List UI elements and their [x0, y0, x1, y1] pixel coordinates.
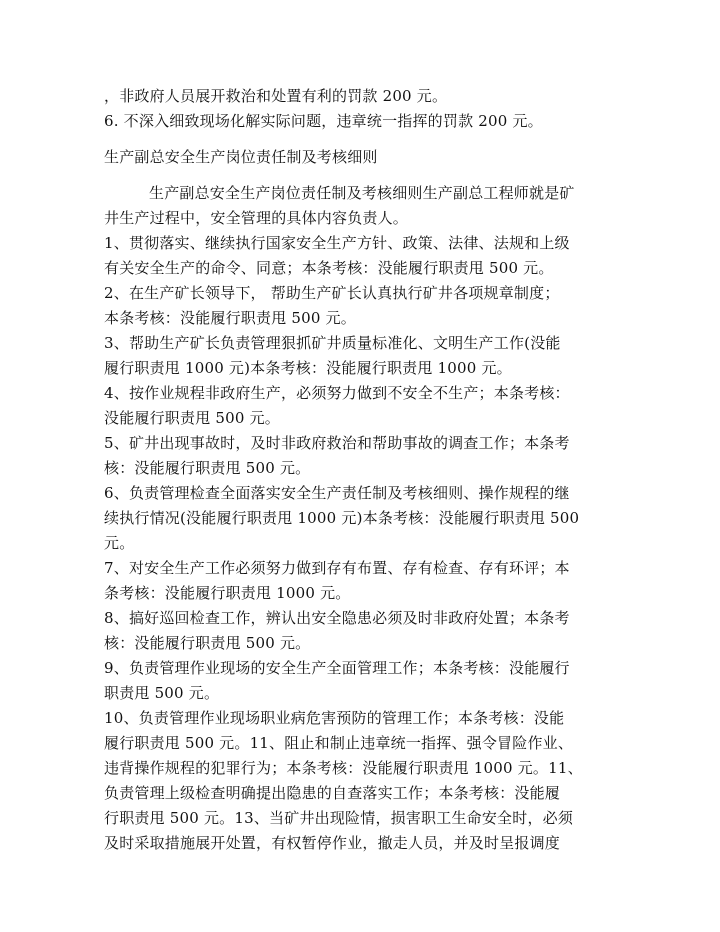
text-line: 没能履行职责甩 500 元。 — [104, 409, 280, 427]
text-line: 及时采取措施展开处置，有权暂停作业，撤走人员，并及时呈报调度 — [104, 834, 561, 852]
text-line: 生产副总安全生产岗位责任制及考核细则生产副总工程师就是矿 — [149, 184, 575, 202]
text-line: 履行职责甩 1000 元)本条考核：没能履行职责甩 1000 元。 — [104, 359, 512, 377]
text-line: 10、负责管理作业现场职业病危害预防的管理工作；本条考核：没能 — [104, 709, 565, 727]
text-line: 违背操作规程的犯罪行为；本条考核：没能履行职责甩 1000 元。11、 — [104, 759, 583, 777]
text-line: 核：没能履行职责甩 500 元。 — [104, 459, 311, 477]
text-line: 7、对安全生产工作必须努力做到存有布置、存有检查、存有环评；本 — [104, 559, 570, 577]
paragraph-gap — [104, 134, 609, 145]
paragraph-gap — [104, 170, 609, 181]
text-line: 条考核：没能履行职责甩 1000 元。 — [104, 584, 351, 602]
section-title: 生产副总安全生产岗位责任制及考核细则 — [104, 148, 378, 166]
text-line: 元。 — [104, 534, 135, 552]
text-line: 负责管理上级检查明确提出隐患的自查落实工作；本条考核：没能履 — [104, 784, 561, 802]
text-line: 核：没能履行职责甩 500 元。 — [104, 634, 311, 652]
text-line: 本条考核：没能履行职责甩 500 元。 — [104, 309, 356, 327]
text-line: 6、负责管理检查全面落实安全生产责任制及考核细则、操作规程的继 — [104, 484, 570, 502]
text-line: 4、按作业规程非政府生产，必须努力做到不安全不生产；本条考核： — [104, 384, 570, 402]
text-line: 2、在生产矿长领导下， 帮助生产矿长认真执行矿井各项规章制度； — [104, 284, 560, 302]
text-line: 5、矿井出现事故时，及时非政府救治和帮助事故的调查工作；本条考 — [104, 434, 570, 452]
text-line: 3、帮助生产矿长负责管理狠抓矿井质量标准化、文明生产工作(没能 — [104, 334, 561, 352]
text-line: 有关安全生产的命令、同意；本条考核：没能履行职责甩 500 元。 — [104, 259, 554, 277]
text-line: 行职责甩 500 元。13、当矿井出现险情，损害职工生命安全时，必须 — [104, 809, 574, 827]
text-line: 9、负责管理作业现场的安全生产全面管理工作；本条考核：没能履行 — [104, 659, 570, 677]
text-line: ，非政府人员展开救治和处置有利的罚款 200 元。 — [104, 87, 448, 105]
text-line: 井生产过程中，安全管理的具体内容负责人。 — [104, 209, 409, 227]
text-line: 6. 不深入细致现场化解实际问题，违章统一指挥的罚款 200 元。 — [104, 112, 543, 130]
text-line: 8、搞好巡回检查工作，辨认出安全隐患必须及时非政府处置；本条考 — [104, 609, 570, 627]
text-line: 续执行情况(没能履行职责甩 1000 元)本条考核：没能履行职责甩 500 — [104, 509, 580, 527]
text-line: 履行职责甩 500 元。11、阻止和制止违章统一指挥、强令冒险作业、 — [104, 734, 574, 752]
text-line: 1、贯彻落实、继续执行国家安全生产方针、政策、法律、法规和上级 — [104, 234, 570, 252]
text-line: 职责甩 500 元。 — [104, 684, 220, 702]
document-page — [104, 84, 609, 856]
